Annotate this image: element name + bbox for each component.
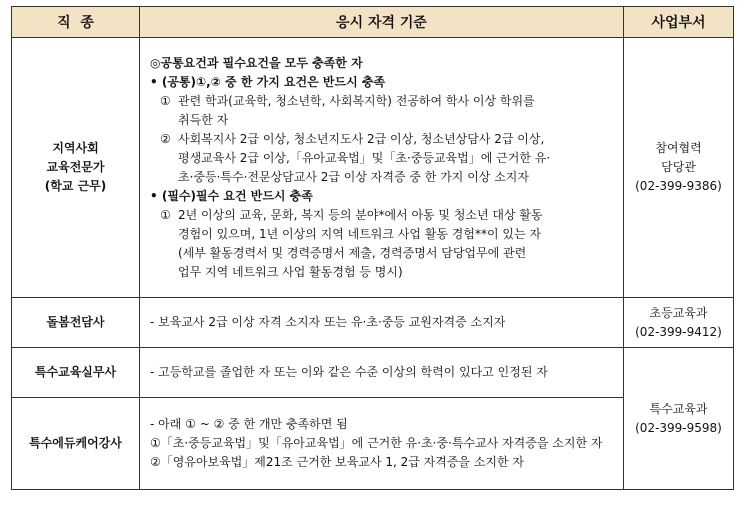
list-item: ① 관련 학과(교육학, 청소년학, 사회복지학) 전공하여 학사 이상 학위를 취득한 자	[160, 93, 535, 127]
qualification-cell: - 보육교사 2급 이상 자격 소지자 또는 유·초·중등 교원자격증 소지자	[140, 298, 624, 348]
qualification-table	[11, 6, 734, 490]
department-cell: 초등교육과 (02-399-9412)	[624, 298, 734, 348]
header-job: 직 종	[12, 7, 140, 38]
required-title: • (필수)필수 요건 반드시 충족	[150, 188, 313, 203]
job-cell: 지역사회 교육전문가 (학교 근무)	[12, 38, 140, 298]
qualification-cell	[140, 38, 624, 298]
department-cell: 참여협력 담당관 (02-399-9386)	[624, 38, 734, 298]
table-row	[12, 38, 734, 298]
table-row	[12, 348, 734, 398]
header-qualification: 응시 자격 기준	[140, 7, 624, 38]
qualification-cell: - 고등학교를 졸업한 자 또는 이와 같은 수준 이상의 학력이 있다고 인정된 자	[140, 348, 624, 398]
job-cell: 돌봄전담사	[12, 298, 140, 348]
department-cell: 특수교육과 (02-399-9598)	[624, 348, 734, 490]
table-header-row	[12, 7, 734, 38]
table-row	[12, 298, 734, 348]
job-cell: 특수에듀케어강사	[12, 398, 140, 490]
job-cell: 특수교육실무사	[12, 348, 140, 398]
header-department: 사업부서	[624, 7, 734, 38]
intro-text: ◎공통요건과 필수요건을 모두 충족한 자	[150, 55, 363, 70]
list-item: ② 사회복지사 2급 이상, 청소년지도사 2급 이상, 청소년상담사 2급 이상, 평생교육사 2급 이상,「유아교육법」및「초·중등교육법」에 근거한 유· 초·중등·특수·전문상담교사 2급 이상 자격증 중 한 가지 이상 소지자	[160, 131, 551, 184]
list-item: ① 2년 이상의 교육, 문화, 복지 등의 분야*에서 아동 및 청소년 대상 활동 경험이 있으며, 1년 이상의 지역 네트워크 사업 활동 경험**이 있는 자 (세부 활동경력서 및 경력증명서 제출, 경력증명서 담당업무에 관련 업무 지역 네트워크 사업 활동경험 등 명시)	[160, 207, 543, 279]
common-title: • (공통)①,② 중 한 가지 요건은 반드시 충족	[150, 74, 386, 89]
qualification-cell: - 아래 ① ~ ② 중 한 개만 충족하면 됨 ①「초·중등교육법」및「유아교육법」에 근거한 유·초·중·특수교사 자격증을 소지한 자 ②「영유아보육법」제21조 근거한 보육교사 1, 2급 자격증을 소지한 자	[140, 398, 624, 490]
